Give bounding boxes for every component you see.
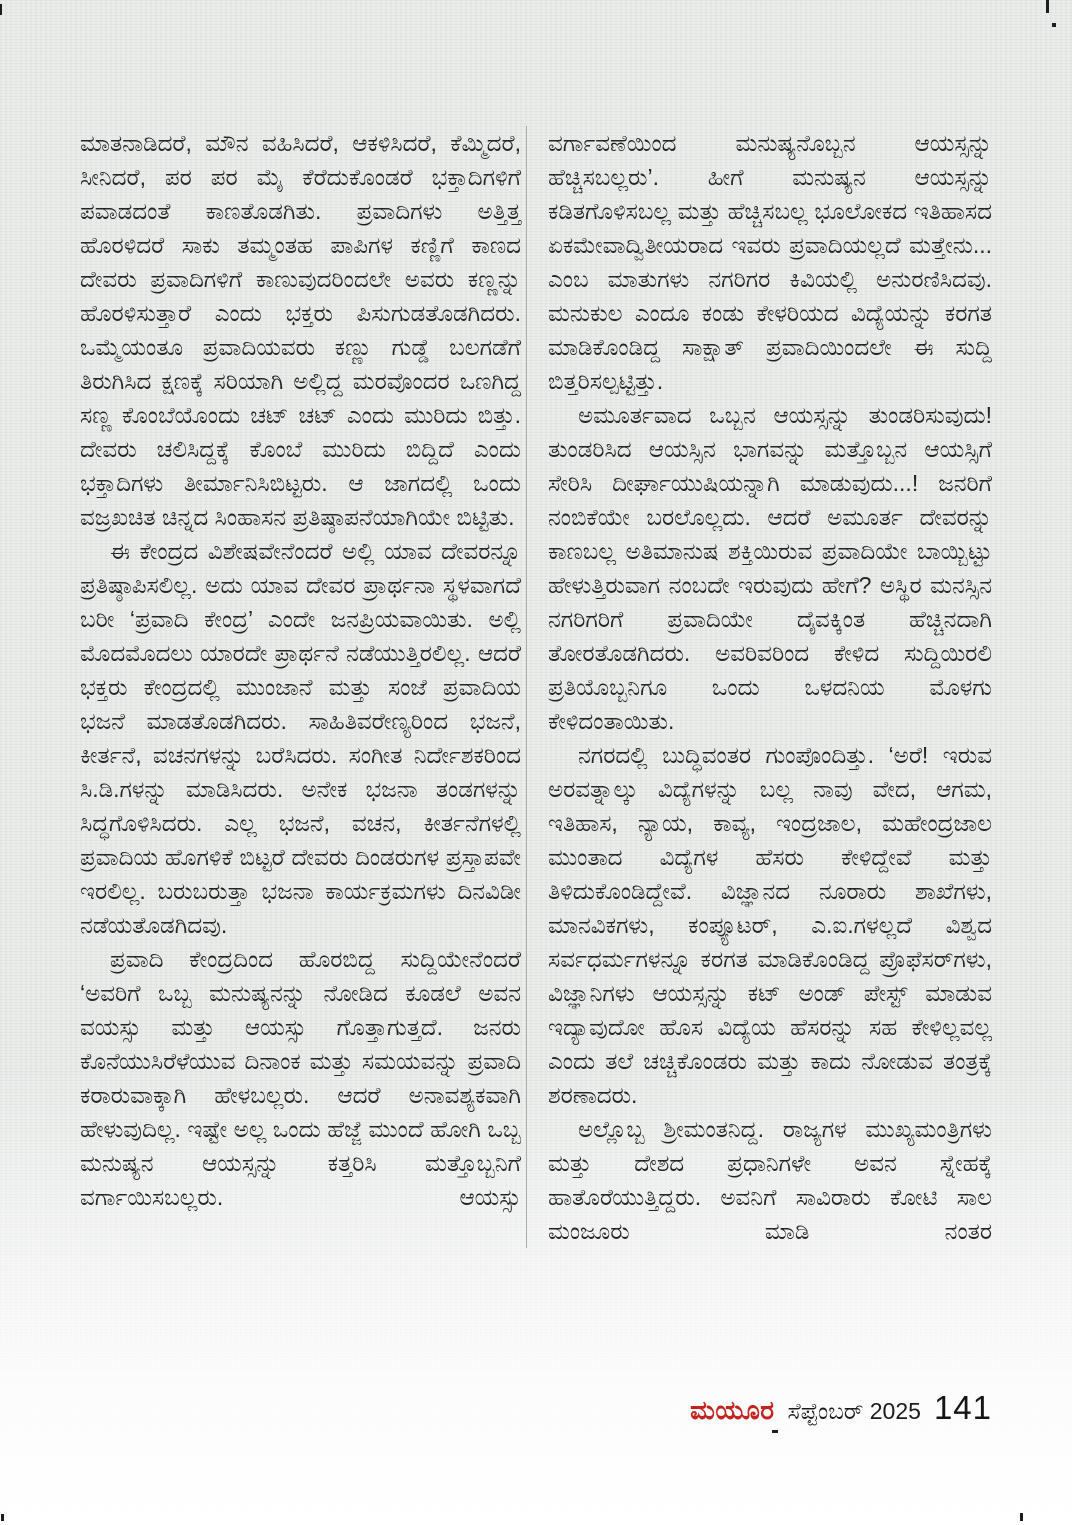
page-number: 141 bbox=[933, 1389, 992, 1426]
issue-date: ಸೆಪ್ಟೆಂಬರ್ 2025 bbox=[787, 1398, 921, 1424]
article-paragraph: ವರ್ಗಾವಣೆಯಿಂದ ಮನುಷ್ಯನೊಬ್ಬನ ಆಯಸ್ಸನ್ನು ಹೆಚ್ಚಿಸಬಲ್ಲರು’. ಹೀಗೆ ಮನುಷ್ಯನ ಆಯಸ್ಸನ್ನು ಕಡಿತಗೊಳಿಸಬಲ್ಲ ಮತ್ತು ಹೆಚ್ಚಿಸಬಲ್ಲ ಭೂಲೋಕದ ಇತಿಹಾಸದ ಏಕಮೇವಾದ್ವಿತೀಯರಾದ ಇವರು ಪ್ರವಾದಿಯಲ್ಲದೆ ಮತ್ತೇನು... ಎಂಬ ಮಾತುಗಳು ನಗರಿಗರ ಕಿವಿಯಲ್ಲಿ ಅನುರಣಿಸಿದವು. ಮನುಕುಲ ಎಂದೂ ಕಂಡು ಕೇಳರಿಯದ ವಿದ್ಯೆಯನ್ನು ಕರಗತ ಮಾಡಿಕೊಂಡಿದ್ದ ಸಾಕ್ಷಾತ್ ಪ್ರವಾದಿಯಿಂದಲೇ ಈ ಸುದ್ದಿ ಬಿತ್ತರಿಸಲ್ಪಟ್ಟಿತ್ತು. bbox=[548, 130, 992, 394]
magazine-wordmark: ಮಯೂರ bbox=[690, 1395, 775, 1425]
article-column-right bbox=[548, 126, 992, 1248]
article-paragraph: ನಗರದಲ್ಲಿ ಬುದ್ಧಿವಂತರ ಗುಂಪೊಂದಿತ್ತು. ‘ಅರೆ! ಇರುವ ಅರವತ್ನಾಲ್ಕು ವಿದ್ಯೆಗಳನ್ನು ಬಲ್ಲ ನಾವು ವೇದ, ಆಗಮ, ಇತಿಹಾಸ, ನ್ಯಾಯ, ಕಾವ್ಯ, ಇಂದ್ರಜಾಲ, ಮಹೇಂದ್ರಜಾಲ ಮುಂತಾದ ವಿದ್ಯೆಗಳ ಹೆಸರು ಕೇಳಿದ್ದೇವೆ ಮತ್ತು ತಿಳಿದುಕೊಂಡಿದ್ದೇವೆ. ವಿಜ್ಞಾನದ ನೂರಾರು ಶಾಖೆಗಳು, ಮಾನವಿಕಗಳು, ಕಂಪ್ಯೂಟರ್, ಎ.ಐ.ಗಳಲ್ಲದೆ ವಿಶ್ವದ ಸರ್ವಧರ್ಮಗಳನ್ನೂ ಕರಗತ ಮಾಡಿಕೊಂಡಿದ್ದ ಪ್ರೊಫೆಸರ್‌ಗಳು, ವಿಜ್ಞಾನಿಗಳು ಆಯಸ್ಸನ್ನು ಕಟ್ ಅಂಡ್ ಪೇಸ್ಟ್ ಮಾಡುವ ಇದ್ಯಾವುದೋ ಹೊಸ ವಿದ್ಯೆಯ ಹೆಸರನ್ನು ಸಹ ಕೇಳಿಲ್ಲವಲ್ಲ ಎಂದು ತಲೆ ಚಚ್ಚಿಕೊಂಡರು ಮತ್ತು ಕಾದು ನೋಡುವ ತಂತ್ರಕ್ಕೆ ಶರಣಾದರು. bbox=[548, 742, 992, 1108]
scan-artifact bbox=[0, 4, 2, 15]
article-paragraph: ಅಮೂರ್ತವಾದ ಒಬ್ಬನ ಆಯಸ್ಸನ್ನು ತುಂಡರಿಸುವುದು! ತುಂಡರಿಸಿದ ಆಯಸ್ಸಿನ ಭಾಗವನ್ನು ಮತ್ತೊಬ್ಬನ ಆಯಸ್ಸಿಗೆ ಸೇರಿಸಿ ದೀರ್ಘಾಯುಷಿಯನ್ನಾಗಿ ಮಾಡುವುದು...! ಜನರಿಗೆ ನಂಬಿಕೆಯೇ ಬರಲೊಲ್ಲದು. ಆದರೆ ಅಮೂರ್ತ ದೇವರನ್ನು ಕಾಣಬಲ್ಲ ಅತಿಮಾನುಷ ಶಕ್ತಿಯಿರುವ ಪ್ರವಾದಿಯೇ ಬಾಯ್ಬಿಟ್ಟು ಹೇಳುತ್ತಿರುವಾಗ ನಂಬದೇ ಇರುವುದು ಹೇಗೆ? ಅಸ್ಥಿರ ಮನಸ್ಸಿನ ನಗರಿಗರಿಗೆ ಪ್ರವಾದಿಯೇ ದೈವಕ್ಕಿಂತ ಹೆಚ್ಚಿನದಾಗಿ ತೋರತೊಡಗಿದರು. ಅವರಿವರಿಂದ ಕೇಳಿದ ಸುದ್ದಿಯಿರಲಿ ಪ್ರತಿಯೊಬ್ಬನಿಗೂ ಒಂದು ಒಳದನಿಯ ಮೊಳಗು ಕೇಳಿದಂತಾಯಿತು. bbox=[548, 402, 992, 734]
article-paragraph: ಈ ಕೇಂದ್ರದ ವಿಶೇಷವೇನೆಂದರೆ ಅಲ್ಲಿ ಯಾವ ದೇವರನ್ನೂ ಪ್ರತಿಷ್ಠಾಪಿಸಲಿಲ್ಲ. ಅದು ಯಾವ ದೇವರ ಪ್ರಾರ್ಥನಾ ಸ್ಥಳವಾಗದೆ ಬರೀ ‘ಪ್ರವಾದಿ ಕೇಂದ್ರ’ ಎಂದೇ ಜನಪ್ರಿಯವಾಯಿತು. ಅಲ್ಲಿ ಮೊದಮೊದಲು ಯಾರದೇ ಪ್ರಾರ್ಥನೆ ನಡೆಯುತ್ತಿರಲಿಲ್ಲ. ಆದರೆ ಭಕ್ತರು ಕೇಂದ್ರದಲ್ಲಿ ಮುಂಜಾನೆ ಮತ್ತು ಸಂಜೆ ಪ್ರವಾದಿಯ ಭಜನೆ ಮಾಡತೊಡಗಿದರು. ಸಾಹಿತಿವರೇಣ್ಯರಿಂದ ಭಜನೆ, ಕೀರ್ತನೆ, ವಚನಗಳನ್ನು ಬರೆಸಿದರು. ಸಂಗೀತ ನಿರ್ದೇಶಕರಿಂದ ಸಿ.ಡಿ.ಗಳನ್ನು ಮಾಡಿಸಿದರು. ಅನೇಕ ಭಜನಾ ತಂಡಗಳನ್ನು ಸಿದ್ಧಗೊಳಿಸಿದರು. ಎಲ್ಲ ಭಜನೆ, ವಚನ, ಕೀರ್ತನೆಗಳಲ್ಲಿ ಪ್ರವಾದಿಯ ಹೊಗಳಿಕೆ ಬಿಟ್ಟರೆ ದೇವರು ದಿಂಡರುಗಳ ಪ್ರಸ್ತಾಪವೇ ಇರಲಿಲ್ಲ. ಬರುಬರುತ್ತಾ ಭಜನಾ ಕಾರ್ಯಕ್ರಮಗಳು ದಿನವಿಡೀ ನಡೆಯತೊಡಗಿದವು. bbox=[80, 538, 521, 938]
article-text-block bbox=[80, 126, 992, 1248]
article-column-left bbox=[80, 126, 521, 1248]
scan-artifact bbox=[1052, 23, 1056, 27]
column-divider bbox=[526, 126, 527, 1248]
article-paragraph: ಅಲ್ಲೊಬ್ಬ ಶ್ರೀಮಂತನಿದ್ದ. ರಾಜ್ಯಗಳ ಮುಖ್ಯಮಂತ್ರಿಗಳು ಮತ್ತು ದೇಶದ ಪ್ರಧಾನಿಗಳೇ ಅವನ ಸ್ನೇಹಕ್ಕೆ ಹಾತೊರೆಯುತ್ತಿದ್ದರು. ಅವನಿಗೆ ಸಾವಿರಾರು ಕೋಟಿ ಸಾಲ ಮಂಜೂರು ಮಾಡಿ ನಂತರ bbox=[548, 1116, 992, 1244]
article-paragraph: ಮಾತನಾಡಿದರೆ, ಮೌನ ವಹಿಸಿದರೆ, ಆಕಳಿಸಿದರೆ, ಕೆಮ್ಮಿದರೆ, ಸೀನಿದರೆ, ಪರ ಪರ ಮೈ ಕೆರೆದುಕೊಂಡರೆ ಭಕ್ತಾದಿಗಳಿಗೆ ಪವಾಡದಂತೆ ಕಾಣತೊಡಗಿತು. ಪ್ರವಾದಿಗಳು ಅತ್ತಿತ್ತ ಹೊರಳಿದರೆ ಸಾಕು ತಮ್ಮಂತಹ ಪಾಪಿಗಳ ಕಣ್ಣಿಗೆ ಕಾಣದ ದೇವರು ಪ್ರವಾದಿಗಳಿಗೆ ಕಾಣುವುದರಿಂದಲೇ ಅವರು ಕಣ್ಣನ್ನು ಹೊರಳಿಸುತ್ತಾರೆ ಎಂದು ಭಕ್ತರು ಪಿಸುಗುಡತೊಡಗಿದರು. ಒಮ್ಮೆಯಂತೂ ಪ್ರವಾದಿಯವರು ಕಣ್ಣು ಗುಡ್ಡೆ ಬಲಗಡೆಗೆ ತಿರುಗಿಸಿದ ಕ್ಷಣಕ್ಕೆ ಸರಿಯಾಗಿ ಅಲ್ಲಿದ್ದ ಮರವೊಂದರ ಒಣಗಿದ್ದ ಸಣ್ಣ ಕೊಂಬೆಯೊಂದು ಚಟ್ ಚಟ್ ಎಂದು ಮುರಿದು ಬಿತ್ತು. ದೇವರು ಚಲಿಸಿದ್ದಕ್ಕೆ ಕೊಂಬೆ ಮುರಿದು ಬಿದ್ದಿದೆ ಎಂದು ಭಕ್ತಾದಿಗಳು ತೀರ್ಮಾನಿಸಿಬಿಟ್ಟರು. ಆ ಜಾಗದಲ್ಲಿ ಒಂದು ವಜ್ರಖಚಿತ ಚಿನ್ನದ ಸಿಂಹಾಸನ ಪ್ರತಿಷ್ಠಾಪನೆಯಾಗಿಯೇ ಬಿಟ್ಟಿತು. bbox=[80, 130, 521, 530]
scan-artifact bbox=[1, 1514, 4, 1521]
scan-artifact bbox=[772, 1430, 778, 1433]
article-paragraph: ಪ್ರವಾದಿ ಕೇಂದ್ರದಿಂದ ಹೊರಬಿದ್ದ ಸುದ್ದಿಯೇನೆಂದರೆ ‘ಅವರಿಗೆ ಒಬ್ಬ ಮನುಷ್ಯನನ್ನು ನೋಡಿದ ಕೂಡಲೆ ಅವನ ವಯಸ್ಸು ಮತ್ತು ಆಯಸ್ಸು ಗೊತ್ತಾಗುತ್ತದೆ. ಜನರು ಕೊನೆಯುಸಿರೆಳೆಯುವ ದಿನಾಂಕ ಮತ್ತು ಸಮಯವನ್ನು ಪ್ರವಾದಿ ಕರಾರುವಾಕ್ಕಾಗಿ ಹೇಳಬಲ್ಲರು. ಆದರೆ ಅನಾವಶ್ಯಕವಾಗಿ ಹೇಳುವುದಿಲ್ಲ. ಇಷ್ಟೇ ಅಲ್ಲ ಒಂದು ಹೆಜ್ಜೆ ಮುಂದೆ ಹೋಗಿ ಒಬ್ಬ ಮನುಷ್ಯನ ಆಯಸ್ಸನ್ನು ಕತ್ತರಿಸಿ ಮತ್ತೊಬ್ಬನಿಗೆ ವರ್ಗಾಯಿಸಬಲ್ಲರು. ಆಯಸ್ಸು bbox=[80, 946, 521, 1210]
scan-artifact bbox=[1046, 0, 1049, 13]
page-footer bbox=[690, 1389, 992, 1427]
scan-artifact bbox=[1020, 1513, 1023, 1521]
